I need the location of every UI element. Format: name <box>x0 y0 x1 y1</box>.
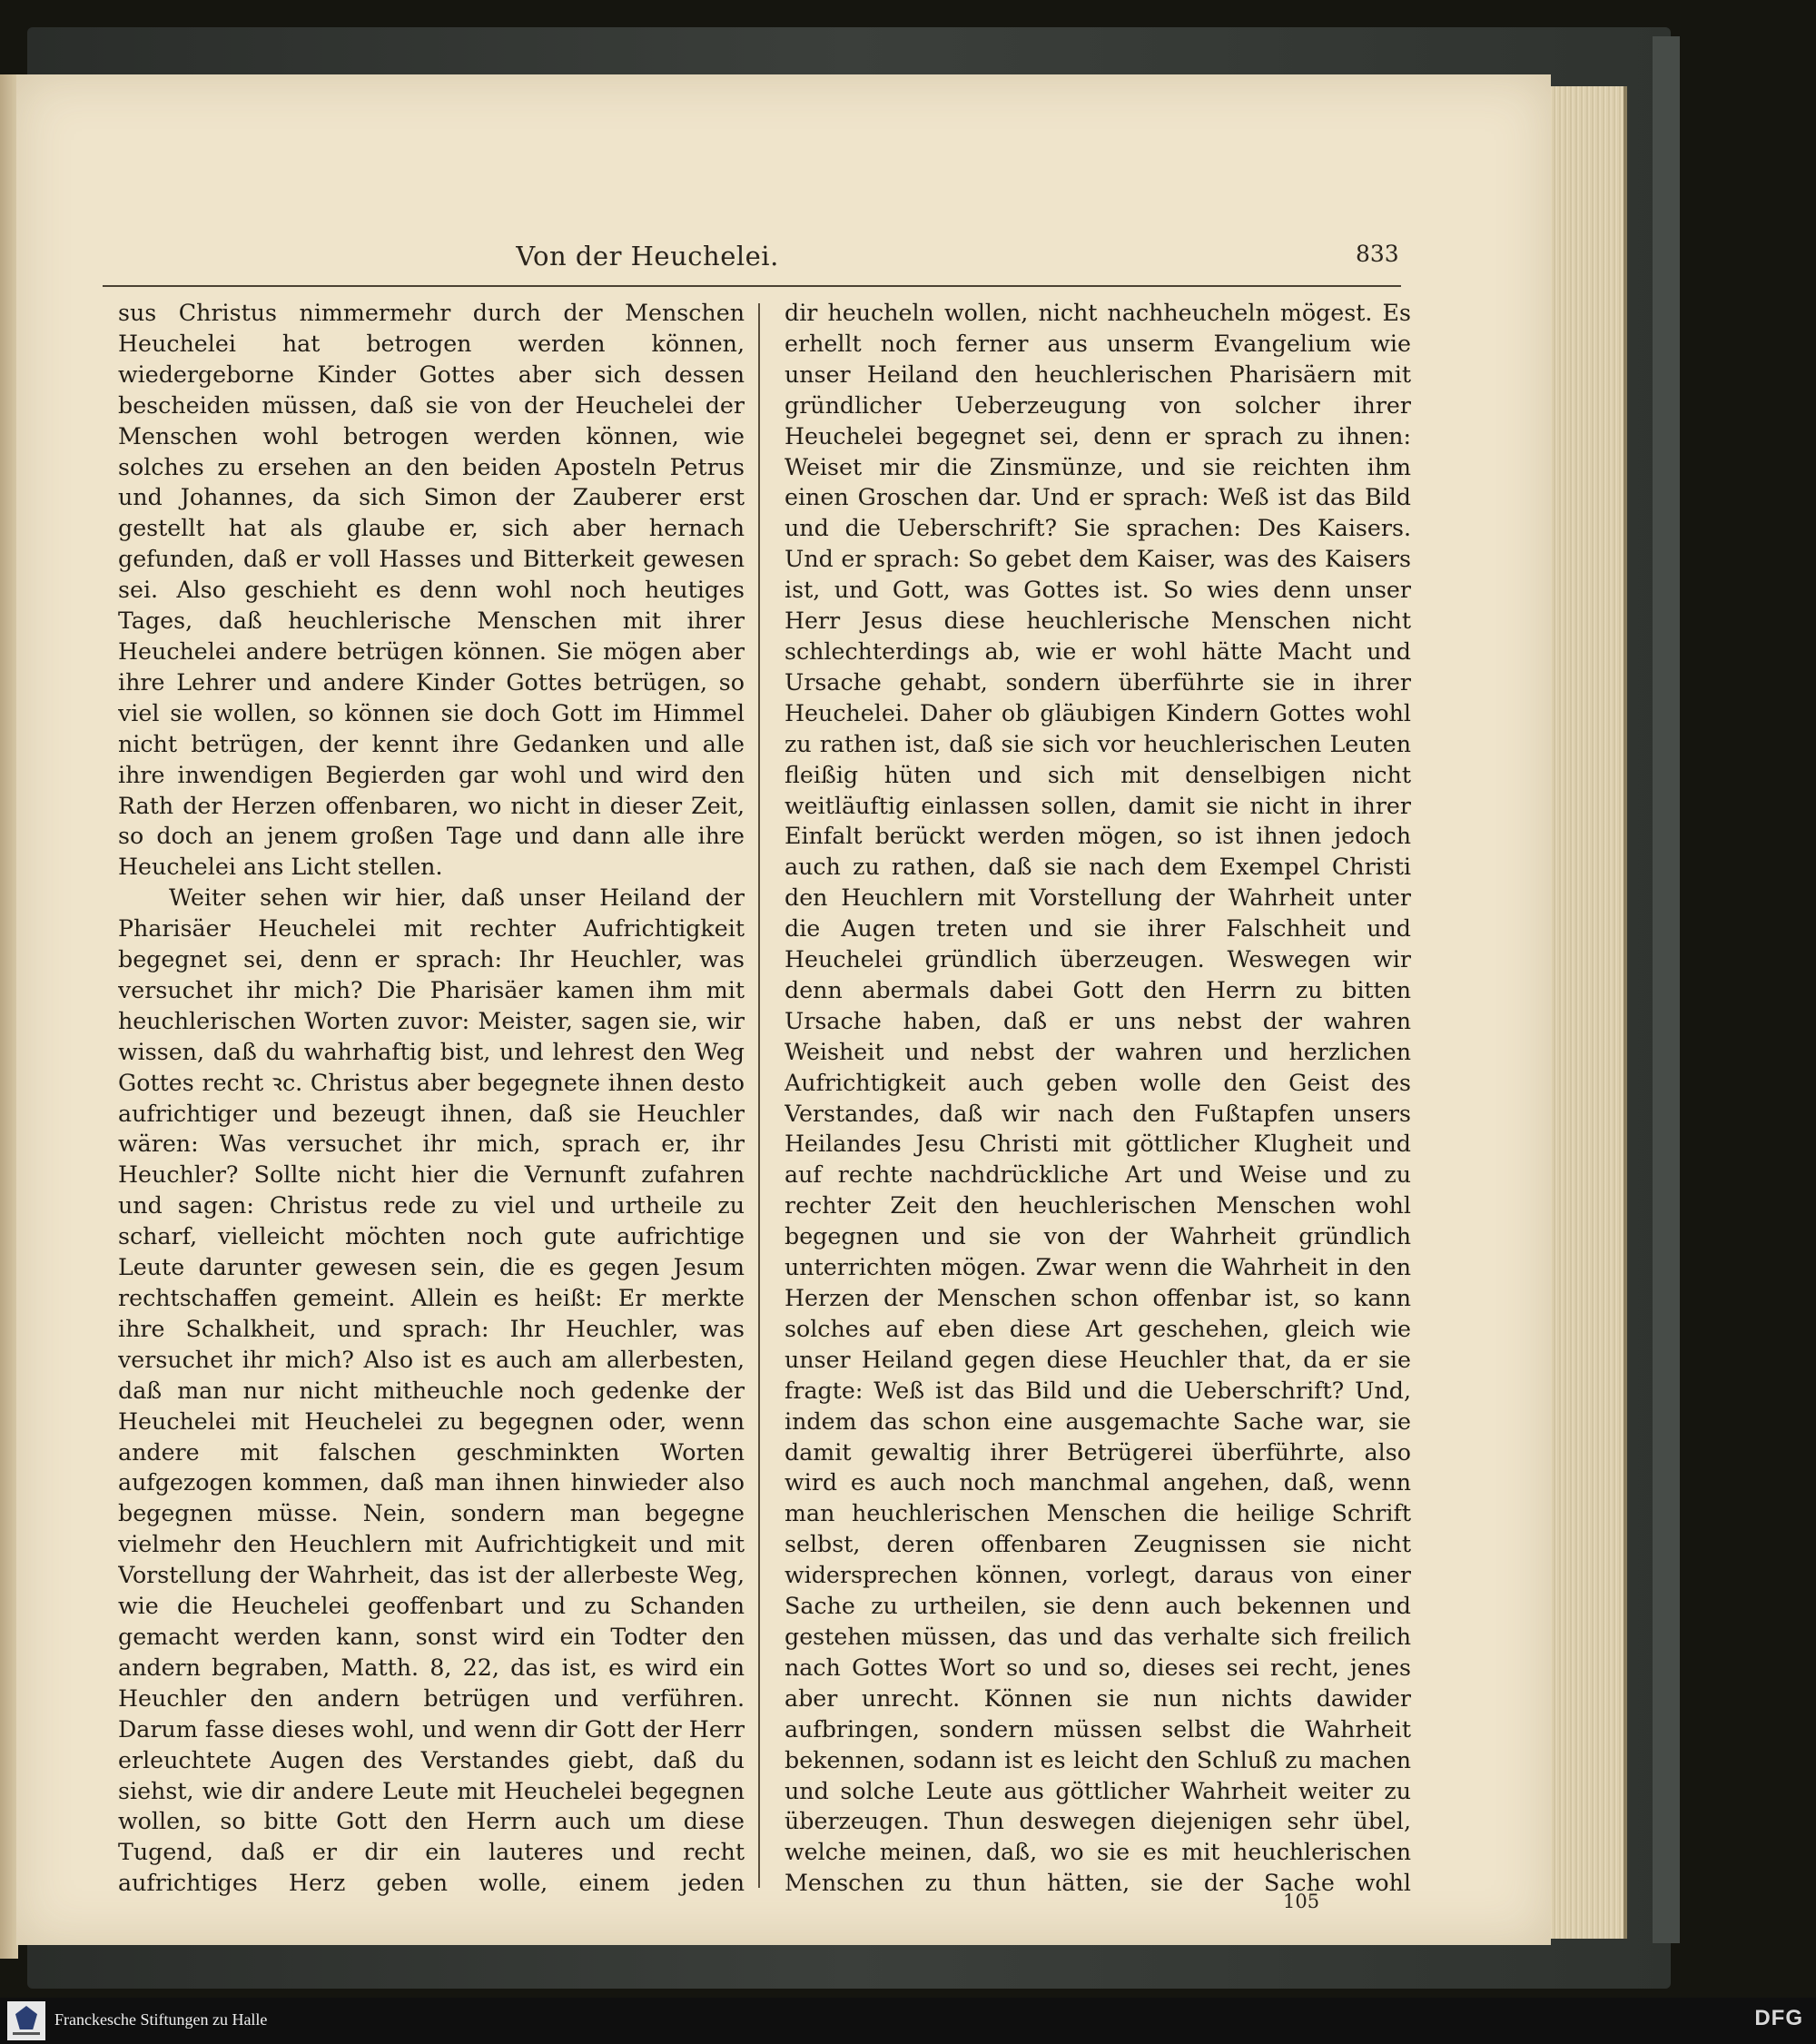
text-column-right <box>785 298 1411 1896</box>
paragraph: sus Christus nimmermehr durch der Menschen Heuchelei hat betrogen werden können, wiedergeborne Kinder Gottes aber sich dessen bescheiden müssen, daß sie von der Heuchelei der Menschen wohl betrogen werden können, wie solches zu ersehen an den beiden Aposteln Petrus und Johannes, da sich Simon der Zauberer erst gestellt hat als glaube er, sich aber hernach gefunden, daß er voll Hasses und Bitterkeit gewesen sei. Also geschieht es denn wohl noch heutiges Tages, daß heuchlerische Menschen mit ihrer Heuchelei andere betrügen können. Sie mögen aber ihre Lehrer und andere Kinder Gottes betrügen, so viel sie wollen, so können sie doch Gott im Himmel nicht betrügen, der kennt ihre Gedanken und alle ihre inwendigen Begierden gar wohl und wird den Rath der Herzen offenbaren, wo nicht in dieser Zeit, so doch an jenem großen Tage und dann alle ihre Heuchelei ans Licht stellen. <box>118 300 745 881</box>
signature-mark: 105 <box>1283 1891 1320 1912</box>
cover-spine-edge <box>1653 36 1680 1943</box>
paragraph: Weiter sehen wir hier, daß unser Heiland der Pharisäer Heuchelei mit rechter Aufrichtigkeit begegnet sei, denn er sprach: Ihr Heuchler, was versuchet ihr mich? Die Pharisäer kamen ihm mit heuchlerischen Worten zuvor: Meister, sagen sie, wir wissen, daß du wahrhaftig bist, und lehrest den Weg Gottes recht ꝛc. Christus aber begegnete ihnen desto aufrichtiger und bezeugt ihnen, daß sie Heuchler wären: Was versuchet ihr mich, sprach er, ihr Heuchler? Sollte nicht hier die Vernunft zufahren und sagen: Christus rede zu viel und urtheile zu scharf, vielleicht möchten noch gute aufrichtige Leute darunter gewesen sein, die es gegen Jesum rechtschaffen gemeint. Allein es heißt: Er merkte ihre Schalkheit, und sprach: Ihr Heuchler, was versuchet ihr mich? Also ist es auch am allerbesten, daß man nur nicht mitheuchle noch gedenke der Heuchelei mit Heuchelei zu begegnen oder, wenn andere mit falschen geschminkten Worten aufgezogen kommen, daß man ihnen hinwieder also begegnen müsse. Nein, sondern man begegne vielmehr den Heuchlern mit Aufrichtigkeit und mit Vorstellung der Wahrheit, das ist der allerbeste Weg, wie die Heuchelei geoffenbart und zu Schanden gemacht werden kann, sonst wird ein Todter den andern begraben, Matth. 8, 22, das ist, es wird ein Heuchler den andern betrügen und verführen. Darum fasse dieses wohl, und wenn dir Gott der Herr erleuchtete Augen des Verstandes giebt, daß du siehst, wie dir andere Leute mit Heuchelei begegnen wollen, so bitte Gott den Herrn auch um diese Tugend, daß er dir ein lauteres und recht aufrichtiges Herz geben wolle, einem jeden <box>118 884 745 1896</box>
column-divider <box>758 303 760 1888</box>
facing-page-edge <box>0 74 18 1959</box>
text-column-left <box>118 298 745 1896</box>
book-page <box>16 74 1551 1945</box>
running-header-title: Von der Heuchelei. <box>516 241 779 272</box>
viewer-footer-bar <box>0 1998 1816 2044</box>
page-block-edges <box>1542 86 1627 1939</box>
dfg-logo: DFG <box>1754 2006 1803 2030</box>
crest-icon <box>15 2006 37 2029</box>
logo-bar-icon <box>13 2032 40 2035</box>
header-rule <box>103 285 1401 287</box>
page-number: 833 <box>1356 241 1399 267</box>
institution-logo <box>7 2001 45 2040</box>
paragraph: dir heucheln wollen, nicht nachheucheln mögest. Es erhellt noch ferner aus unserm Evangelium wie unser Heiland den heuchlerischen Pharisäern mit gründlicher Ueberzeugung von solcher ihrer Heuchelei begegnet sei, denn er sprach zu ihnen: Weiset mir die Zinsmünze, und sie reichten ihm einen Groschen dar. Und er sprach: Weß ist das Bild und die Ueberschrift? Sie sprachen: Des Kaisers. Und er sprach: So gebet dem Kaiser, was des Kaisers ist, und Gott, was Gottes ist. So wies denn unser Herr Jesus diese heuchlerische Menschen nicht schlechterdings ab, wie er wohl hätte Macht und Ursache gehabt, sondern überführte sie in ihrer Heuchelei. Daher ob gläubigen Kindern Gottes wohl zu rathen ist, daß sie sich vor heuchlerischen Leuten fleißig hüten und sich mit denselbigen nicht weitläuftig einlassen sollen, damit sie nicht in ihrer Einfalt berückt werden mögen, so ist ihnen jedoch auch zu rathen, daß sie nach dem Exempel Christi den Heuchlern mit Vorstellung der Wahrheit unter die Augen treten und sie ihrer Falschheit und Heuchelei gründlich überzeugen. Weswegen wir denn abermals dabei Gott den Herrn zu bitten Ursache haben, daß er uns nebst der wahren Weisheit und nebst der wahren und herzlichen Aufrichtigkeit auch geben wolle den Geist des Verstandes, daß wir nach den Fußtapfen unsers Heilandes Jesu Christi mit göttlicher Klugheit und auf rechte nachdrückliche Art und Weise und zu rechter Zeit den heuchlerischen Menschen wohl begegnen und sie von der Wahrheit gründlich unterrichten mögen. Zwar wenn die Wahrheit in den Herzen der Menschen schon offenbar ist, so kann solches auf eben diese Art geschehen, gleich wie unser Heiland gegen diese Heuchler that, da er sie fragte: Weß ist das Bild und die Ueberschrift? Und, indem das schon eine ausgemachte Sache war, sie damit gewaltig ihrer Betrügerei überführte, also wird es auch noch manchmal angehen, daß, wenn man heuchlerischen Menschen die heilige Schrift selbst, deren offenbaren Zeugnissen sie nicht widersprechen können, vorlegt, daraus von einer Sache zu urtheilen, sie denn auch bekennen und gestehen müssen, das und das verhalte sich freilich nach Gottes Wort so und so, dieses sei recht, jenes aber unrecht. Können sie nun nichts dawider aufbringen, sondern müssen selbst die Wahrheit bekennen, sodann ist es leicht den Schluß zu machen und solche Leute aus göttlicher Wahrheit weiter zu überzeugen. Thun deswegen diejenigen sehr übel, welche meinen, daß, wo sie es mit heuchlerischen Menschen zu thun hätten, sie der Sache wohl <box>785 300 1411 1896</box>
institution-name: Franckesche Stiftungen zu Halle <box>54 2010 268 2029</box>
